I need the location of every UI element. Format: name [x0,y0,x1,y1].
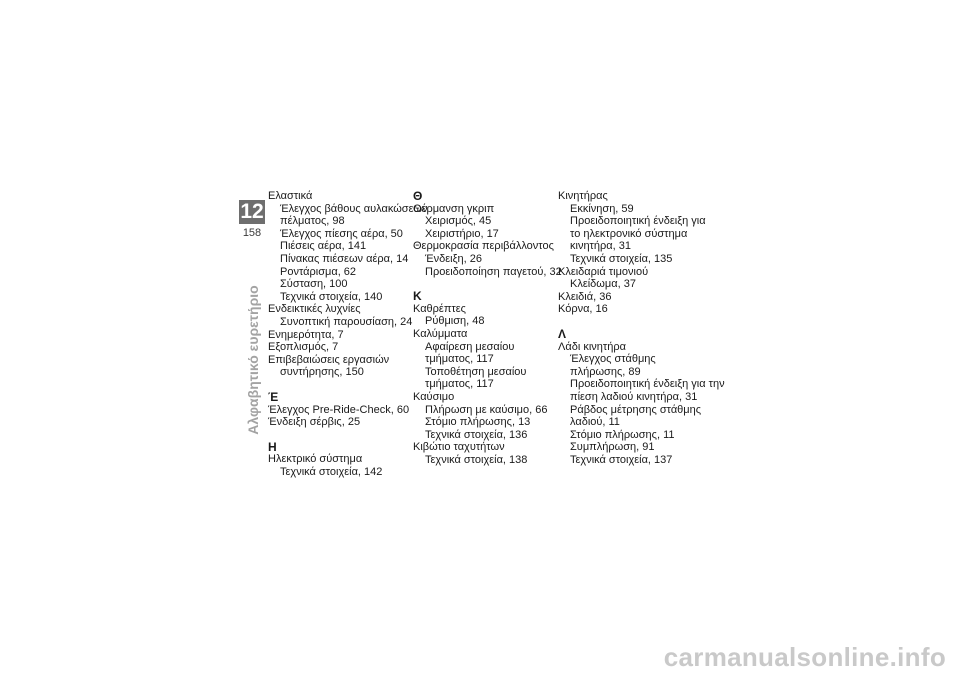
index-subentry: Στόμιο πλήρωσης, 11 [570,428,675,441]
index-entry: Εξοπλισμός, 7 [268,341,339,354]
index-subentry: Προειδοποιητική ένδειξη για [570,215,706,228]
chapter-number: 12 [240,200,264,223]
index-entry: Θερμοκρασία περιβάλλοντος [413,240,554,253]
index-subentry: Τεχνικά στοιχεία, 136 [425,428,528,441]
index-subentry: Κλείδωμα, 37 [570,278,636,291]
index-entry: Ενδεικτικές λυχνίες [268,303,361,316]
index-entry: Έλεγχος Pre-Ride-Check, 60 [268,403,410,416]
index-column-3 [558,190,725,466]
index-letter-heading: Η [268,439,277,454]
index-entry: Κινητήρας [558,190,608,202]
index-subentry: Εκκίνηση, 59 [570,202,634,215]
index-subentry: Έλεγχος βάθους αυλακώσεων [280,202,428,215]
index-subentry: Πίνακας πιέσεων αέρα, 14 [280,252,409,265]
index-entry: Καύσιμο [413,390,455,403]
index-subentry: Στόμιο πλήρωσης, 13 [425,416,531,429]
index-subentry: Αφαίρεση μεσαίου [425,340,515,353]
index-subentry: το ηλεκτρονικό σύστημα [570,227,688,240]
index-column-1 [268,190,428,478]
index-subentry: κινητήρα, 31 [570,240,631,253]
index-subentry: Συμπλήρωση, 91 [570,441,655,454]
index-letter-heading: Λ [558,326,567,341]
index-subentry: Ροντάρισμα, 62 [280,265,357,278]
index-entry: Ενημερότητα, 7 [268,328,344,341]
index-subentry: τμήματος, 117 [425,378,494,391]
index-entry: Καλύμματα [413,327,468,340]
index-subentry: Πλήρωση με καύσιμο, 66 [425,403,548,416]
index-column-2 [413,189,562,466]
index-subentry: Ένδειξη, 26 [425,252,482,265]
index-subentry: Τεχνικά στοιχεία, 137 [570,453,673,466]
index-letter-heading: Θ [413,189,423,203]
index-entry: Ηλεκτρικό σύστημα [268,453,363,466]
index-entry: Κιβώτιο ταχυτήτων [413,441,505,454]
index-entry: Ελαστικά [268,190,313,202]
index-entry: Καθρέπτες [413,302,466,315]
index-subentry: Έλεγχος πίεσης αέρα, 50 [280,227,403,240]
index-entry: Κλειδαριά τιμονιού [558,265,649,278]
index-subentry: πλήρωσης, 89 [570,365,641,378]
index-subentry: λαδιού, 11 [570,416,620,429]
index-subentry: πέλματος, 98 [280,215,345,228]
chapter-tab [239,200,265,240]
index-subentry: Τοποθέτηση μεσαίου [425,365,527,378]
index-subentry: Συνοπτική παρουσίαση, 24 [280,315,413,328]
section-title-vertical: Αλφαβητικό ευρετήριο [245,285,261,435]
index-subentry: Τεχνικά στοιχεία, 135 [570,252,673,265]
index-subentry: Χειριστήριο, 17 [425,227,499,240]
index-subentry: Σύσταση, 100 [280,278,348,291]
index-entry: Ένδειξη σέρβις, 25 [268,416,361,429]
index-letter-heading: Κ [413,289,422,304]
index-entry: Θέρμανση γκριπ [413,202,495,215]
index-subentry: Ράβδος μέτρησης στάθμης [570,403,702,416]
index-subentry: Χειρισμός, 45 [425,215,492,228]
index-entry: Επιβεβαιώσεις εργασιών [268,353,390,366]
index-subentry: Προειδοποιητική ένδειξη για την [570,378,725,391]
index-subentry: Τεχνικά στοιχεία, 140 [280,290,383,303]
index-subentry: Πιέσεις αέρα, 141 [280,240,367,253]
watermark: carmanualsonline.info [663,642,946,672]
index-entry: Κλειδιά, 36 [558,290,612,303]
page-number: 158 [242,227,262,239]
index-subentry: συντήρησης, 150 [280,366,364,379]
index-subentry: τμήματος, 117 [425,353,494,366]
index-subentry: Έλεγχος στάθμης [570,353,656,366]
index-subentry: Προειδοποίηση παγετού, 32 [425,265,562,278]
index-subentry: πίεση λαδιού κινητήρα, 31 [570,390,698,403]
index-subentry: Ρύθμιση, 48 [425,315,485,328]
index-entry: Λάδι κινητήρα [558,340,626,353]
index-subentry: Τεχνικά στοιχεία, 138 [425,453,528,466]
index-letter-heading: Έ [268,389,279,404]
index-subentry: Τεχνικά στοιχεία, 142 [280,465,383,478]
index-entry: Κόρνα, 16 [558,303,608,316]
